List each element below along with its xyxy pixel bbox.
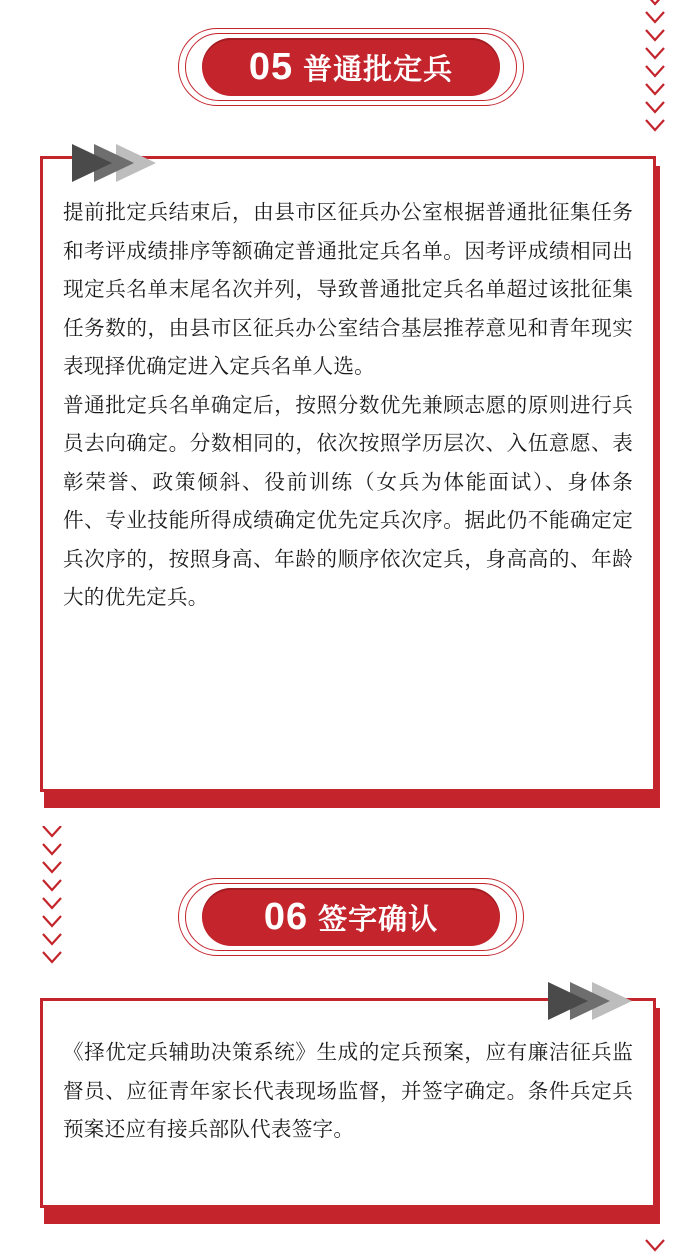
play-arrows-icon [72, 142, 158, 188]
section-05-card [40, 156, 656, 792]
section-05-paragraph-1: 提前批定兵结束后，由县市区征兵办公室根据普通批征集任务和考评成绩排序等额确定普通批定兵名单。因考评成绩相同出现定兵名单末尾名次并列，导致普通批定兵名单超过该批征集任务数的，由县市区征兵办公室结合基层推荐意见和青年现实表现择优确定进入定兵名单人选。 [63, 200, 633, 378]
chevron-column-top-right [643, 0, 667, 140]
chevron-column-bottom-right [643, 1238, 667, 1252]
section-06-paragraph-1: 《择优定兵辅助决策系统》生成的定兵预案，应有廉洁征兵监督员、应征青年家长代表现场监督，并签字确定。条件兵定兵预案还应有接兵部队代表签字。 [63, 1040, 633, 1141]
section-06-title: 签字确认 [318, 901, 439, 936]
section-06-title-badge [178, 878, 524, 956]
section-06-card [40, 998, 656, 1208]
section-06-number: 06 [263, 895, 309, 938]
chevron-column-left [40, 826, 64, 966]
section-05-paragraph-2: 普通批定兵名单确定后，按照分数优先兼顾志愿的原则进行兵员去向确定。分数相同的，依次按照学历层次、入伍意愿、表彰荣誉、政策倾斜、役前训练（女兵为体能面试）、身体条件、专业技能所得成绩确定优先定兵次序。据此仍不能确定定兵次序的，按照身高、年龄的顺序依次定兵，身高高的、年龄大的优先定兵。 [63, 392, 633, 609]
section-05-title: 普通批定兵 [303, 51, 454, 86]
section-05-number: 05 [248, 45, 294, 88]
section-05-title-badge [178, 28, 524, 106]
play-arrows-icon [548, 980, 634, 1026]
